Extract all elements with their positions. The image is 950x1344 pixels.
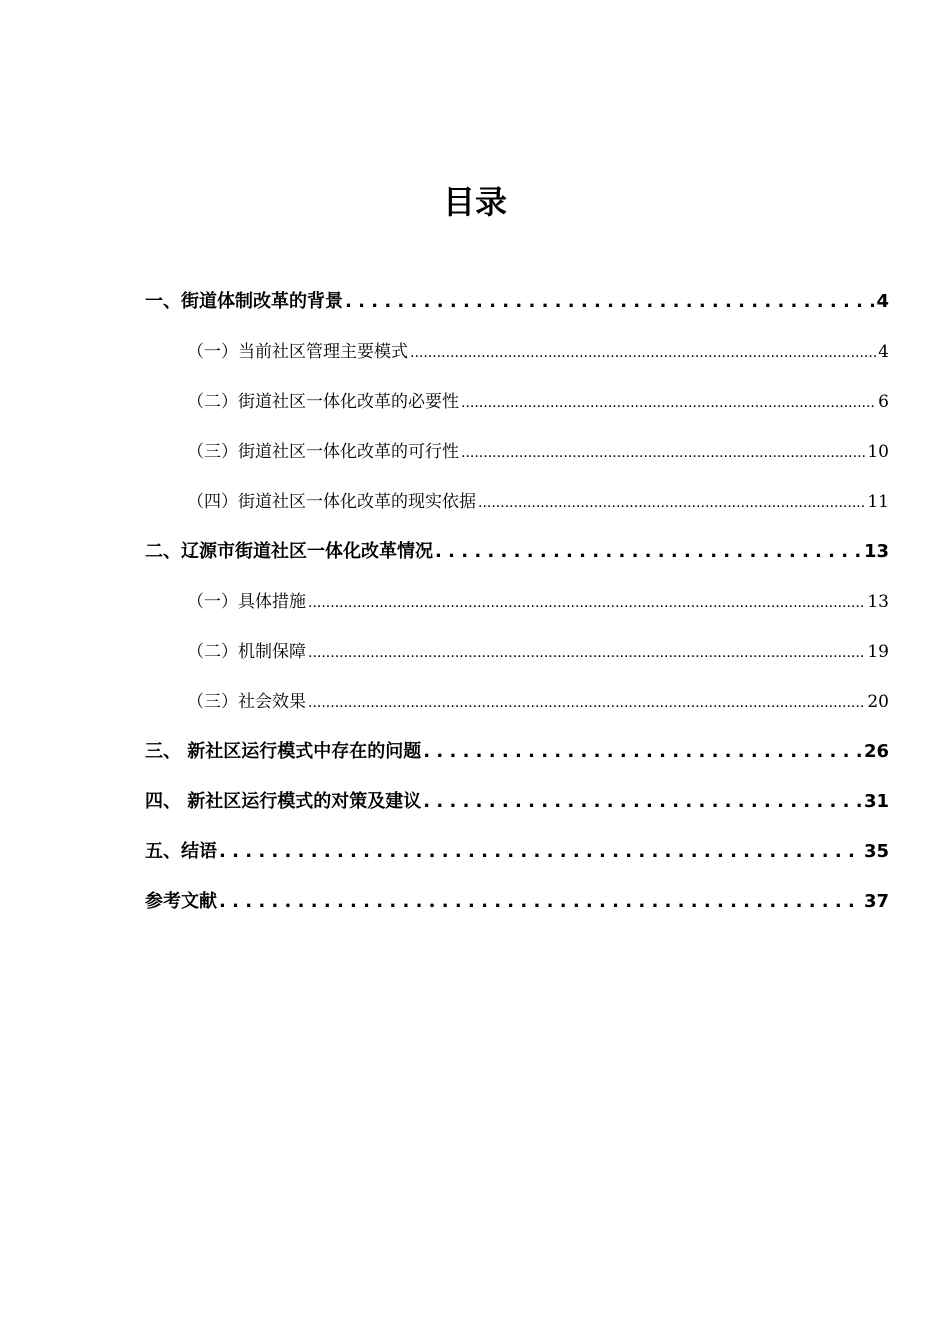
table-of-contents bbox=[145, 280, 889, 930]
toc-entry[interactable] bbox=[145, 330, 889, 380]
toc-entry-text: 一、街道体制改革的背景 bbox=[145, 291, 343, 312]
toc-entry-text: （二）机制保障 bbox=[187, 642, 306, 662]
dot-leader bbox=[308, 630, 865, 675]
toc-entry[interactable] bbox=[145, 880, 889, 930]
dot-leader bbox=[308, 580, 865, 625]
toc-entry[interactable] bbox=[145, 730, 889, 780]
toc-entry-text: （一）当前社区管理主要模式 bbox=[187, 342, 408, 362]
toc-entry[interactable] bbox=[145, 830, 889, 880]
dot-leader bbox=[478, 480, 865, 525]
dot-leader bbox=[219, 880, 862, 924]
toc-entry-text: （一）具体措施 bbox=[187, 592, 306, 612]
toc-entry[interactable] bbox=[145, 680, 889, 730]
dot-leader bbox=[435, 530, 862, 574]
dot-leader bbox=[219, 830, 862, 874]
toc-entry-text: 四、 新社区运行模式的对策及建议 bbox=[145, 791, 422, 812]
toc-entry-text: （三）社会效果 bbox=[187, 692, 306, 712]
toc-entry[interactable] bbox=[145, 480, 889, 530]
toc-entry-text: （二）街道社区一体化改革的必要性 bbox=[187, 392, 459, 412]
toc-entry-page: 37 bbox=[863, 891, 889, 912]
toc-entry[interactable] bbox=[145, 580, 889, 630]
toc-entry[interactable] bbox=[145, 780, 889, 830]
toc-entry-page: 35 bbox=[863, 841, 889, 862]
toc-entry-page: 4 bbox=[876, 291, 889, 312]
toc-entry-text: 参考文献 bbox=[145, 891, 217, 912]
dot-leader bbox=[461, 380, 876, 425]
toc-entry[interactable] bbox=[145, 630, 889, 680]
toc-entry-page: 11 bbox=[867, 492, 889, 512]
toc-entry[interactable] bbox=[145, 430, 889, 480]
toc-entry-page: 26 bbox=[863, 741, 889, 762]
page-title: 目录 bbox=[442, 183, 507, 221]
dot-leader bbox=[345, 280, 874, 324]
toc-entry[interactable] bbox=[145, 530, 889, 580]
toc-entry-page: 10 bbox=[867, 442, 889, 462]
toc-entry-text: （四）街道社区一体化改革的现实依据 bbox=[187, 492, 476, 512]
toc-entry-page: 19 bbox=[867, 642, 889, 662]
toc-entry-text: 三、 新社区运行模式中存在的问题 bbox=[145, 741, 422, 762]
toc-entry-page: 6 bbox=[878, 392, 889, 412]
dot-leader bbox=[461, 430, 865, 475]
toc-entry-text: 五、结语 bbox=[145, 841, 217, 862]
dot-leader bbox=[423, 730, 862, 774]
toc-entry[interactable] bbox=[145, 280, 889, 330]
toc-entry[interactable] bbox=[145, 380, 889, 430]
toc-entry-page: 20 bbox=[867, 692, 889, 712]
toc-entry-text: 二、辽源市街道社区一体化改革情况 bbox=[145, 541, 433, 562]
toc-entry-page: 13 bbox=[863, 541, 889, 562]
dot-leader bbox=[423, 780, 862, 824]
toc-entry-text: （三）街道社区一体化改革的可行性 bbox=[187, 442, 459, 462]
toc-entry-page: 31 bbox=[863, 791, 889, 812]
toc-entry-page: 4 bbox=[878, 342, 889, 362]
dot-leader bbox=[410, 330, 876, 375]
toc-entry-page: 13 bbox=[867, 592, 889, 612]
dot-leader bbox=[308, 680, 865, 725]
